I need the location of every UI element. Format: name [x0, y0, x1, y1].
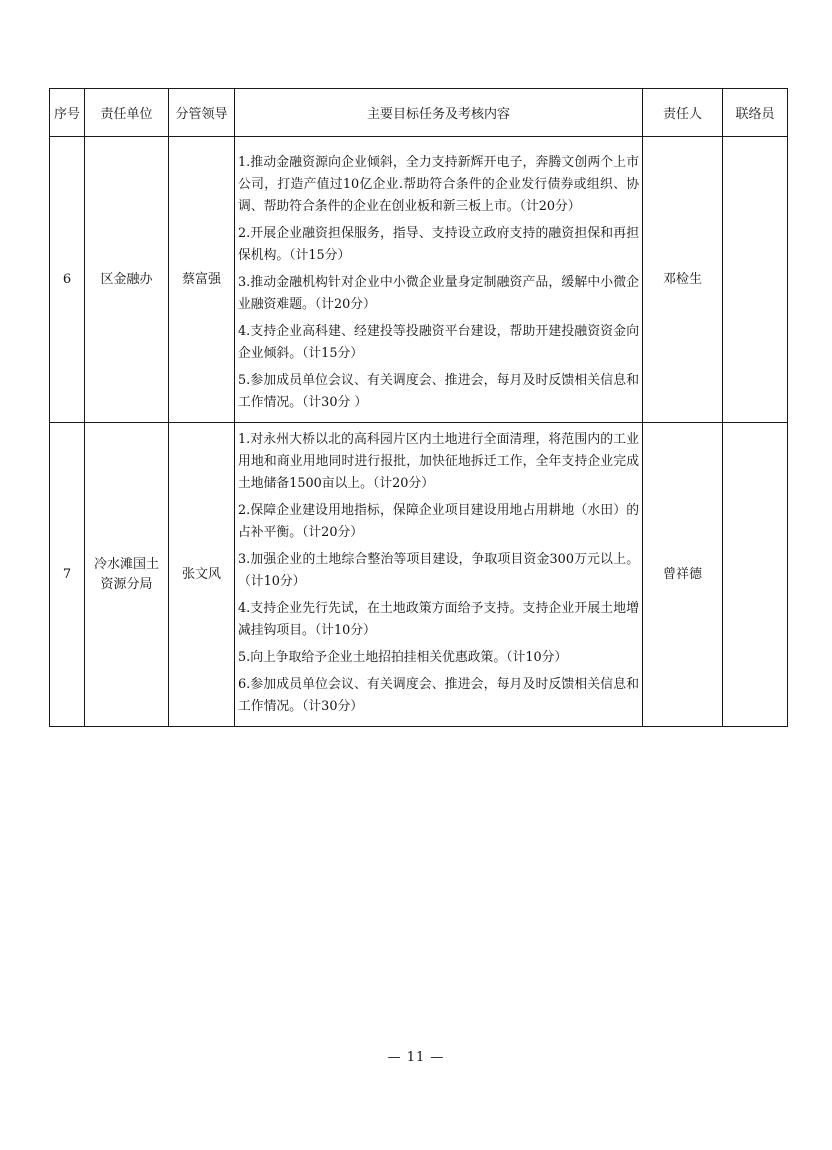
task-item: 1.对永州大桥以北的高科园片区内土地进行全面清理，将范围内的工业用地和商业用地同时进行报批，加快征地拆迁工作，全年支持企业完成土地储备1500亩以上。（计20分） [238, 432, 639, 491]
cell-leader: 蔡富强 [169, 137, 235, 423]
header-person: 责任人 [643, 89, 723, 137]
task-item: 5.向上争取给予企业土地招拍挂相关优惠政策。（计10分） [238, 650, 568, 665]
cell-liaison [723, 423, 788, 727]
cell-liaison [723, 137, 788, 423]
cell-leader: 张文风 [169, 423, 235, 727]
task-item: 2.保障企业建设用地指标，保障企业项目建设用地占用耕地（水田）的占补平衡。（计20分） [238, 503, 639, 540]
task-item: 4.支持企业高科建、经建投等投融资平台建设，帮助开建投融资资金向企业倾斜。（计15分） [238, 324, 639, 361]
header-leader: 分管领导 [169, 89, 235, 137]
task-item: 1.推动金融资源向企业倾斜，全力支持新辉开电子，奔腾文创两个上市公司，打造产值过10亿企业.帮助符合条件的企业发行债券或组织、协调、帮助符合条件的企业在创业板和新三板上市。（计20分） [238, 155, 639, 214]
cell-tasks [235, 423, 643, 727]
cell-unit: 区金融办 [85, 137, 169, 423]
header-liaison: 联络员 [723, 89, 788, 137]
cell-seq: 6 [50, 137, 85, 423]
task-item: 2.开展企业融资担保服务，指导、支持设立政府支持的融资担保和再担保机构。（计15分） [238, 226, 639, 263]
cell-person: 曾祥德 [643, 423, 723, 727]
header-unit: 责任单位 [85, 89, 169, 137]
page-number: — 11 — [387, 1050, 445, 1065]
task-item: 4.支持企业先行先试，在土地政策方面给予支持。支持企业开展土地增减挂钩项目。（计10分） [238, 601, 639, 638]
task-item: 3.加强企业的土地综合整治等项目建设，争取项目资金300万元以上。（计10分） [238, 552, 639, 589]
responsibility-table [49, 88, 788, 727]
cell-seq: 7 [50, 423, 85, 727]
task-item: 5.参加成员单位会议、有关调度会、推进会，每月及时反馈相关信息和工作情况。（计30分 ） [238, 373, 639, 410]
header-tasks: 主要目标任务及考核内容 [235, 89, 643, 137]
header-seq: 序号 [50, 89, 85, 137]
task-item: 6.参加成员单位会议、有关调度会、推进会，每月及时反馈相关信息和工作情况。（计30分） [238, 677, 639, 714]
table-row [50, 137, 788, 423]
table-row [50, 423, 788, 727]
cell-tasks [235, 137, 643, 423]
cell-unit: 冷水滩国土资源分局 [85, 423, 169, 727]
task-item: 3.推动金融机构针对企业中小微企业量身定制融资产品，缓解中小微企业融资难题。（计20分） [238, 275, 639, 312]
table-header-row [50, 89, 788, 137]
cell-person: 邓检生 [643, 137, 723, 423]
